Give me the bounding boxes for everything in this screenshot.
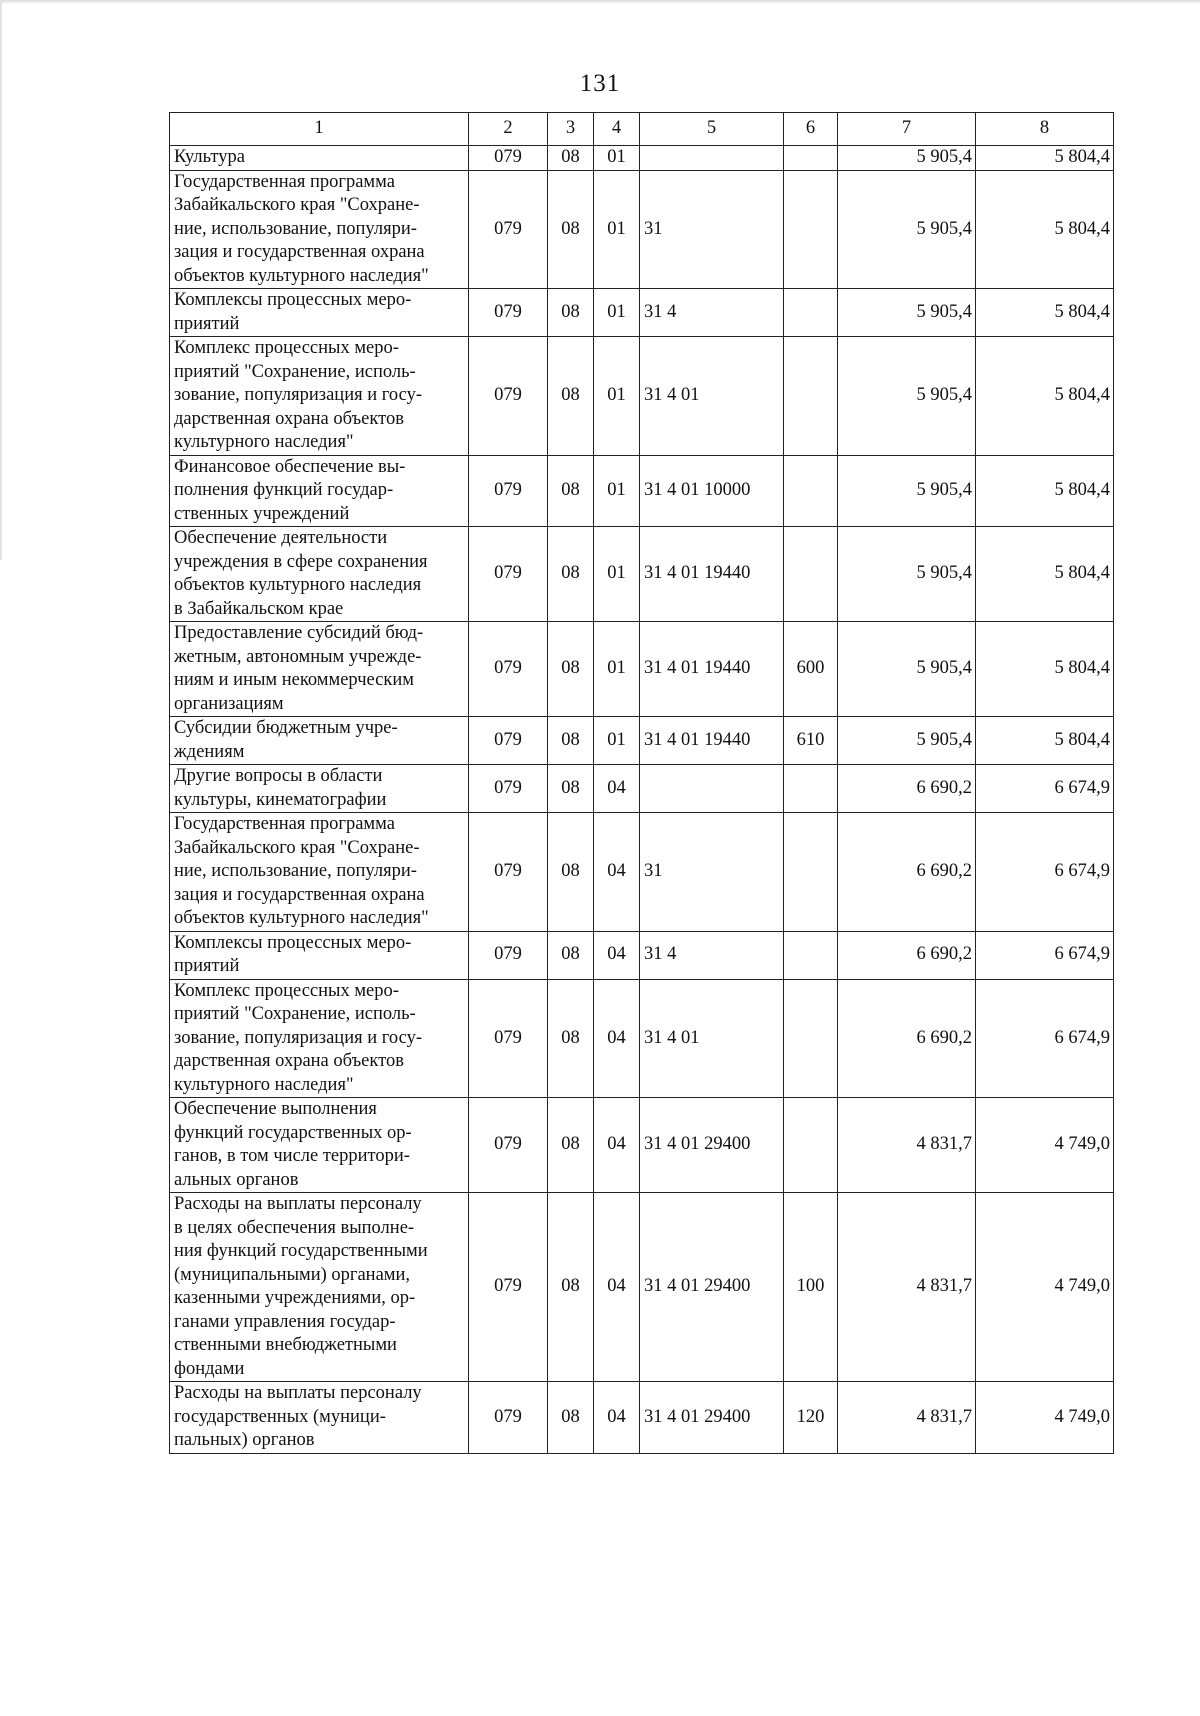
row-amount-col8: 5 804,4: [976, 717, 1114, 765]
row-expense-type: [784, 765, 838, 813]
row-amount-col7: 6 690,2: [838, 979, 976, 1098]
row-subsection-code: 01: [594, 622, 640, 717]
row-name: Культура: [170, 146, 469, 171]
table-row: [170, 813, 1114, 932]
row-amount-col7: 5 905,4: [838, 289, 976, 337]
row-ministry-code: 079: [469, 455, 548, 527]
row-amount-col8: 5 804,4: [976, 527, 1114, 622]
row-target-article: 31 4 01 10000: [640, 455, 784, 527]
row-name: Комплексы процессных меро- приятий: [170, 931, 469, 979]
row-expense-type: [784, 289, 838, 337]
row-subsection-code: 01: [594, 170, 640, 289]
row-subsection-code: 04: [594, 765, 640, 813]
row-expense-type: [784, 527, 838, 622]
row-ministry-code: 079: [469, 717, 548, 765]
row-expense-type: 600: [784, 622, 838, 717]
row-amount-col8: 6 674,9: [976, 931, 1114, 979]
row-amount-col7: 4 831,7: [838, 1382, 976, 1454]
row-name: Другие вопросы в области культуры, кинематографии: [170, 765, 469, 813]
row-section-code: 08: [548, 813, 594, 932]
row-ministry-code: 079: [469, 813, 548, 932]
row-section-code: 08: [548, 765, 594, 813]
row-section-code: 08: [548, 1193, 594, 1382]
column-header: 4: [594, 113, 640, 146]
row-target-article: [640, 765, 784, 813]
row-subsection-code: 04: [594, 1098, 640, 1193]
row-amount-col7: 4 831,7: [838, 1098, 976, 1193]
row-section-code: 08: [548, 622, 594, 717]
row-expense-type: 120: [784, 1382, 838, 1454]
table-row: [170, 765, 1114, 813]
table-row: [170, 146, 1114, 171]
table-row: [170, 170, 1114, 289]
row-name: Расходы на выплаты персоналу в целях обеспечения выполне- ния функций государственными (муниципальными) органами, казенными учреждениями, ор- ганами управления государ- ственными внебюджетными фондами: [170, 1193, 469, 1382]
row-expense-type: [784, 146, 838, 171]
row-expense-type: [784, 979, 838, 1098]
row-name: Государственная программа Забайкальского края "Сохране- ние, использование, популяри- зация и государственная охрана объектов культурного наследия": [170, 170, 469, 289]
row-target-article: 31 4: [640, 931, 784, 979]
row-section-code: 08: [548, 455, 594, 527]
row-expense-type: 100: [784, 1193, 838, 1382]
row-name: Финансовое обеспечение вы- полнения функций государ- ственных учреждений: [170, 455, 469, 527]
row-amount-col7: 5 905,4: [838, 455, 976, 527]
row-target-article: 31 4 01 29400: [640, 1193, 784, 1382]
row-subsection-code: 04: [594, 931, 640, 979]
row-ministry-code: 079: [469, 1382, 548, 1454]
column-header: 5: [640, 113, 784, 146]
row-name: Предоставление субсидий бюд- жетным, автономным учрежде- ниям и иным некоммерческим организациям: [170, 622, 469, 717]
row-ministry-code: 079: [469, 765, 548, 813]
table-row: [170, 337, 1114, 456]
row-amount-col7: 6 690,2: [838, 813, 976, 932]
row-expense-type: [784, 813, 838, 932]
row-amount-col7: 6 690,2: [838, 931, 976, 979]
row-section-code: 08: [548, 1098, 594, 1193]
row-amount-col7: 6 690,2: [838, 765, 976, 813]
row-name: Субсидии бюджетным учре- ждениям: [170, 717, 469, 765]
row-ministry-code: 079: [469, 1193, 548, 1382]
row-subsection-code: 04: [594, 1193, 640, 1382]
row-section-code: 08: [548, 1382, 594, 1454]
row-amount-col7: 5 905,4: [838, 170, 976, 289]
table-row: [170, 931, 1114, 979]
column-header: 2: [469, 113, 548, 146]
row-target-article: 31: [640, 170, 784, 289]
row-subsection-code: 01: [594, 146, 640, 171]
row-name: Комплекс процессных меро- приятий "Сохранение, исполь- зование, популяризация и госу- дарственная охрана объектов культурного наследия": [170, 337, 469, 456]
table-header-row: [170, 113, 1114, 146]
row-target-article: 31 4 01 19440: [640, 527, 784, 622]
row-amount-col8: 6 674,9: [976, 765, 1114, 813]
row-ministry-code: 079: [469, 527, 548, 622]
column-header: 6: [784, 113, 838, 146]
row-subsection-code: 01: [594, 455, 640, 527]
row-target-article: 31 4 01: [640, 337, 784, 456]
row-subsection-code: 04: [594, 979, 640, 1098]
row-amount-col7: 5 905,4: [838, 717, 976, 765]
row-name: Комплексы процессных меро- приятий: [170, 289, 469, 337]
scan-edge-top: [0, 0, 1200, 4]
row-section-code: 08: [548, 146, 594, 171]
row-amount-col8: 5 804,4: [976, 337, 1114, 456]
row-subsection-code: 04: [594, 813, 640, 932]
row-section-code: 08: [548, 337, 594, 456]
row-subsection-code: 01: [594, 717, 640, 765]
row-ministry-code: 079: [469, 146, 548, 171]
row-amount-col7: 4 831,7: [838, 1193, 976, 1382]
page-number: 131: [579, 70, 621, 97]
row-name: Комплекс процессных меро- приятий "Сохранение, исполь- зование, популяризация и госу- дарственная охрана объектов культурного наследия": [170, 979, 469, 1098]
row-target-article: 31 4 01 29400: [640, 1382, 784, 1454]
column-header: 1: [170, 113, 469, 146]
row-amount-col8: 4 749,0: [976, 1098, 1114, 1193]
row-subsection-code: 01: [594, 527, 640, 622]
row-amount-col8: 5 804,4: [976, 622, 1114, 717]
row-amount-col8: 5 804,4: [976, 289, 1114, 337]
row-target-article: 31: [640, 813, 784, 932]
row-target-article: 31 4 01 19440: [640, 622, 784, 717]
row-section-code: 08: [548, 289, 594, 337]
table-row: [170, 622, 1114, 717]
row-section-code: 08: [548, 717, 594, 765]
table-row: [170, 1193, 1114, 1382]
row-section-code: 08: [548, 527, 594, 622]
table-row: [170, 1382, 1114, 1454]
row-subsection-code: 01: [594, 337, 640, 456]
row-subsection-code: 01: [594, 289, 640, 337]
row-expense-type: 610: [784, 717, 838, 765]
row-section-code: 08: [548, 979, 594, 1098]
budget-table: [169, 112, 1114, 1454]
row-target-article: 31 4 01: [640, 979, 784, 1098]
row-name: Государственная программа Забайкальского края "Сохране- ние, использование, популяри- зация и государственная охрана объектов культурного наследия": [170, 813, 469, 932]
table-row: [170, 527, 1114, 622]
row-expense-type: [784, 455, 838, 527]
row-expense-type: [784, 931, 838, 979]
table-row: [170, 455, 1114, 527]
column-header: 7: [838, 113, 976, 146]
row-ministry-code: 079: [469, 622, 548, 717]
row-amount-col8: 5 804,4: [976, 455, 1114, 527]
row-subsection-code: 04: [594, 1382, 640, 1454]
row-ministry-code: 079: [469, 170, 548, 289]
row-amount-col7: 5 905,4: [838, 337, 976, 456]
row-section-code: 08: [548, 931, 594, 979]
row-section-code: 08: [548, 170, 594, 289]
row-amount-col8: 6 674,9: [976, 979, 1114, 1098]
row-amount-col7: 5 905,4: [838, 146, 976, 171]
row-expense-type: [784, 170, 838, 289]
row-expense-type: [784, 337, 838, 456]
row-ministry-code: 079: [469, 979, 548, 1098]
table-row: [170, 1098, 1114, 1193]
table-row: [170, 717, 1114, 765]
row-target-article: 31 4 01 19440: [640, 717, 784, 765]
row-amount-col8: 6 674,9: [976, 813, 1114, 932]
row-amount-col8: 4 749,0: [976, 1193, 1114, 1382]
column-header: 3: [548, 113, 594, 146]
row-expense-type: [784, 1098, 838, 1193]
row-target-article: 31 4 01 29400: [640, 1098, 784, 1193]
row-ministry-code: 079: [469, 1098, 548, 1193]
table-row: [170, 289, 1114, 337]
column-header: 8: [976, 113, 1114, 146]
table-row: [170, 979, 1114, 1098]
row-amount-col7: 5 905,4: [838, 527, 976, 622]
row-ministry-code: 079: [469, 931, 548, 979]
row-ministry-code: 079: [469, 289, 548, 337]
row-amount-col8: 5 804,4: [976, 170, 1114, 289]
row-name: Обеспечение деятельности учреждения в сфере сохранения объектов культурного наследия в Забайкальском крае: [170, 527, 469, 622]
row-name: Расходы на выплаты персоналу государственных (муници- пальных) органов: [170, 1382, 469, 1454]
row-amount-col8: 5 804,4: [976, 146, 1114, 171]
row-target-article: 31 4: [640, 289, 784, 337]
row-amount-col8: 4 749,0: [976, 1382, 1114, 1454]
row-name: Обеспечение выполнения функций государственных ор- ганов, в том числе территори- альных органов: [170, 1098, 469, 1193]
row-ministry-code: 079: [469, 337, 548, 456]
row-target-article: [640, 146, 784, 171]
row-amount-col7: 5 905,4: [838, 622, 976, 717]
